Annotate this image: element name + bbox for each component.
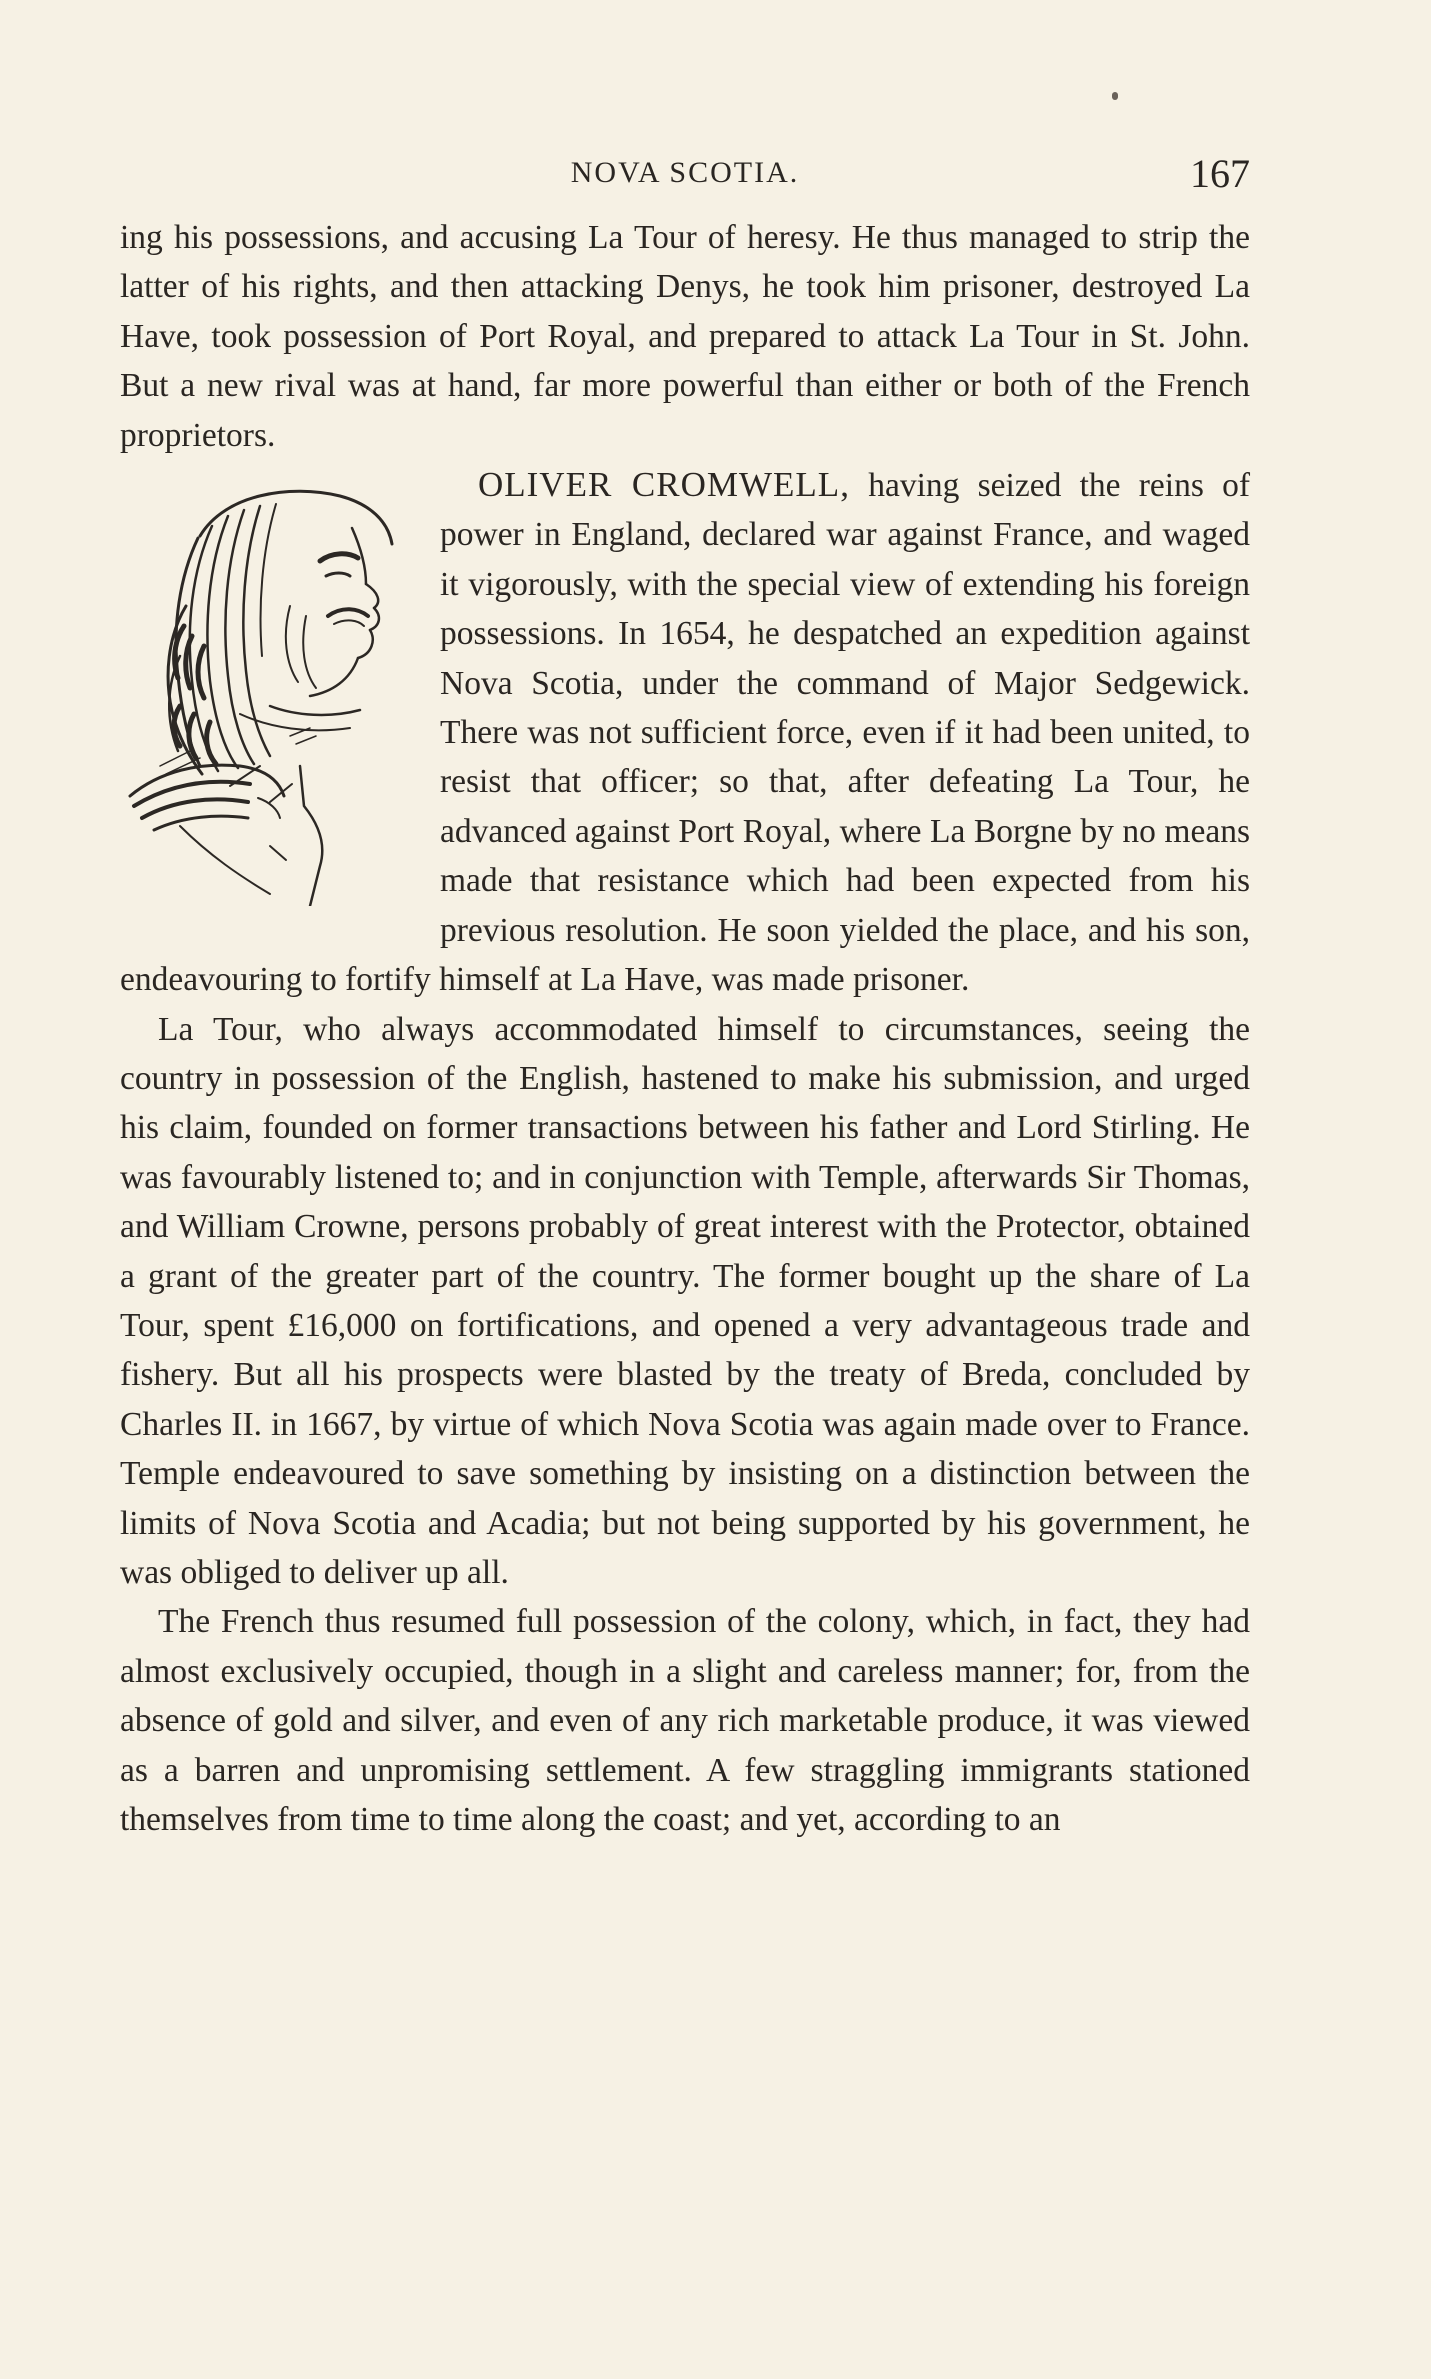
running-head xyxy=(120,150,1250,200)
paragraph-4: The French thus resumed full possession of the colony, which, in fact, they had almost exclusively occupied, though in a slight and careless manner; for, from the absence of gold and silver, and even of any rich marketable produce, it was viewed as a barren and unpromising settlement. A few straggling immigrants stationed themselves from time to time along the coast; and yet, according to an xyxy=(120,1603,1250,1838)
paragraph-2-text: having seized the reins of power in England, declared war against France, and waged it vigorously, with the special view of extending his foreign possessions. In 1654, he despatched an expedition against Nova Scotia, under the command of Major Sedgewick. There was not sufficient force, even if it had been united, to resist that officer; so that, after defeating La Tour, he advanced against Port Royal, where La Borgne by no means made that resistance which had been expected from his previous resolution. He soon yielded the place, and his son, endeavouring to fortify himself at La Have, was made prisoner. xyxy=(120,467,1251,999)
ink-speck xyxy=(1112,92,1118,100)
cromwell-portrait-icon xyxy=(120,466,410,906)
paragraph-3: La Tour, who always accommodated himself to circumstances, seeing the country in possession of the English, hastened to make his submission, and urged his claim, founded on former transactions between his father and Lord Stirling. He was favourably listened to; and in conjunction with Temple, afterwards Sir Thomas, and William Crowne, persons probably of great interest with the Protector, obtained a grant of the greater part of the country. The former bought up the share of La Tour, spent £16,000 on fortifications, and opened a very advantageous trade and fishery. But all his prospects were blasted by the treaty of Breda, concluded by Charles II. in 1667, by virtue of which Nova Scotia was again made over to France. Temple endeavoured to save something by insisting on a distinction between the limits of Nova Scotia and Acadia; but not being supported by his government, he was obliged to deliver up all. xyxy=(120,1010,1250,1591)
body-text xyxy=(120,213,1250,1844)
lead-name: OLIVER CROMWELL, xyxy=(478,465,850,505)
paragraph-1: ing his possessions, and accusing La Tour of heresy. He thus managed to strip the latter of his rights, and then attacking Denys, he took him prisoner, destroyed La Have, took possession of Port Royal, and prepared to attack La Tour in St. John. But a new rival was at hand, far more powerful than either or both of the French proprietors. xyxy=(120,219,1250,454)
running-head-title: NOVA SCOTIA. xyxy=(570,156,800,189)
page-number: 167 xyxy=(1190,151,1250,196)
